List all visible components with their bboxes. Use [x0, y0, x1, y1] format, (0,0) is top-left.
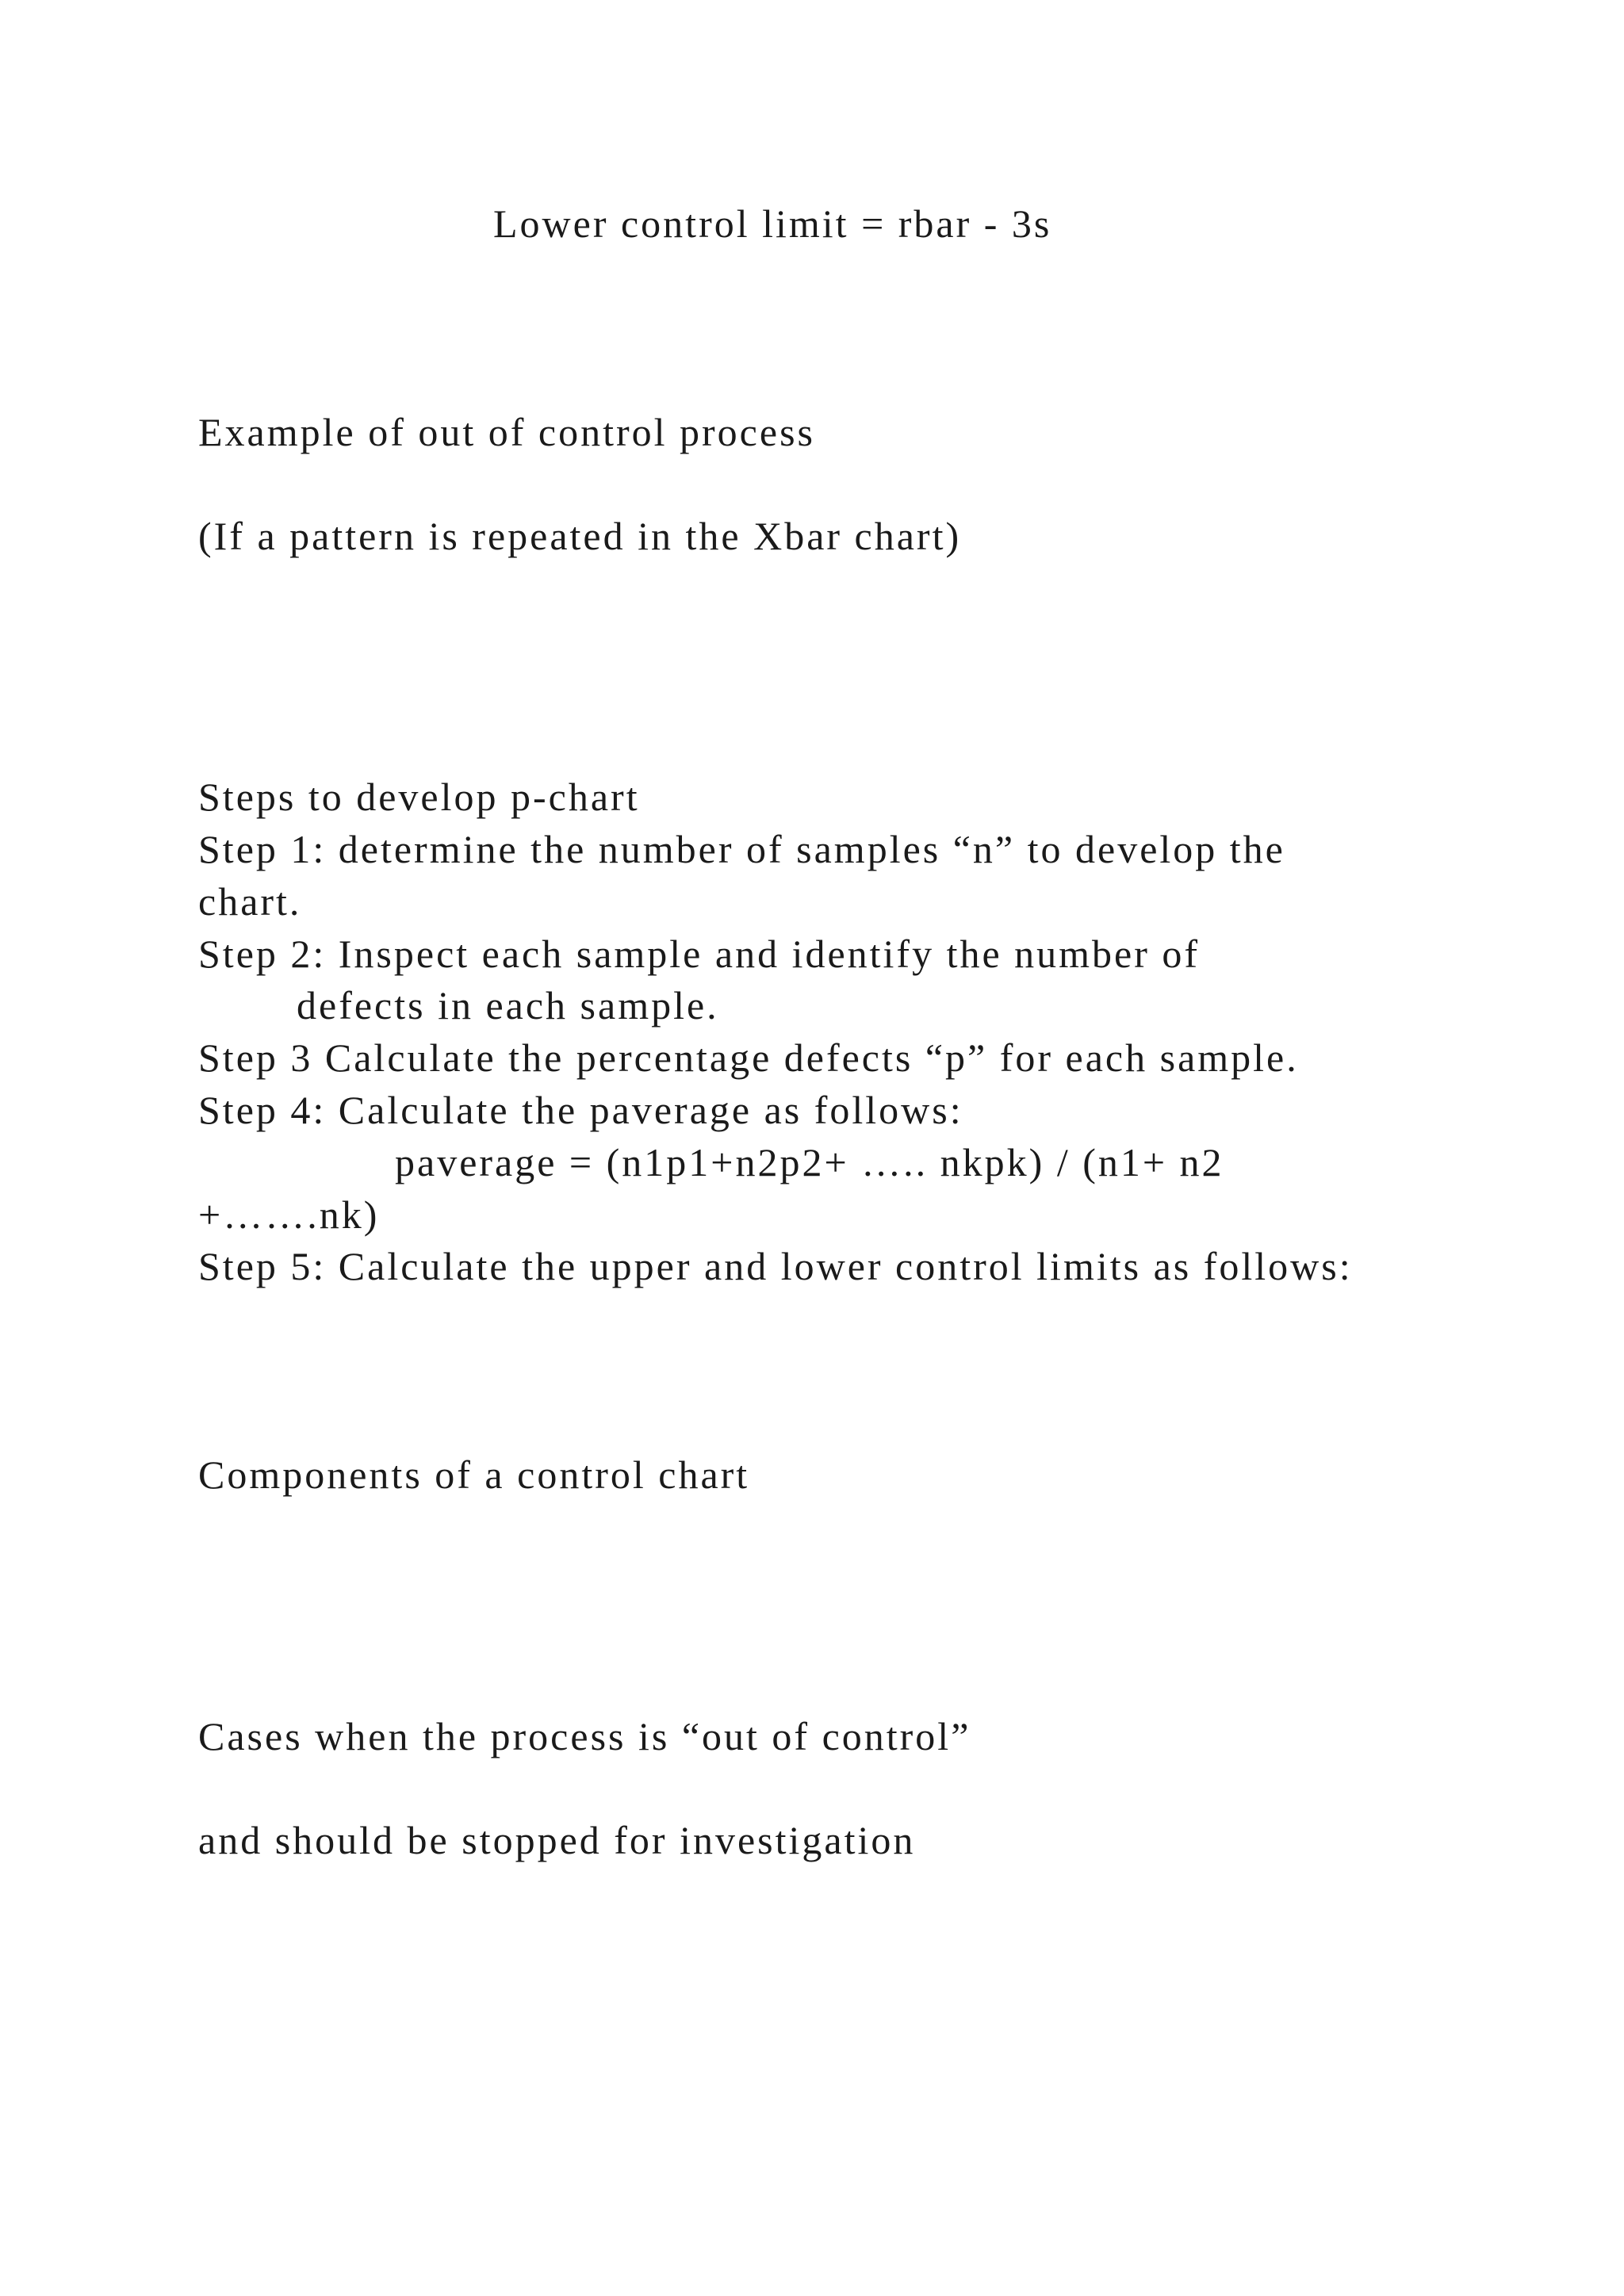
lcl-formula: Lower control limit = rbar - 3s — [493, 201, 1052, 246]
p-chart-step-5: Step 5: Calculate the upper and lower control limits as follows: — [198, 1244, 1353, 1288]
p-chart-heading: Steps to develop p-chart — [198, 775, 640, 819]
p-chart-step-3: Step 3 Calculate the percentage defects “p” for each sample. — [198, 1035, 1299, 1080]
paverage-formula-continued: +…….nk) — [198, 1192, 380, 1237]
xbar-pattern-note: (If a pattern is repeated in the Xbar chart) — [198, 514, 962, 558]
p-chart-step-1: Step 1: determine the number of samples “n” to develop the — [198, 827, 1285, 871]
p-chart-step-4: Step 4: Calculate the paverage as follows: — [198, 1088, 963, 1132]
p-chart-step-2-continued: defects in each sample. — [297, 983, 719, 1027]
out-of-control-example-heading: Example of out of control process — [198, 410, 815, 454]
cases-heading-line-2: and should be stopped for investigation — [198, 1818, 916, 1862]
p-chart-step-2: Step 2: Inspect each sample and identify the number of — [198, 932, 1201, 976]
components-heading: Components of a control chart — [198, 1452, 750, 1497]
paverage-formula: paverage = (n1p1+n2p2+ ….. nkpk) / (n1+ n2 — [395, 1140, 1224, 1184]
p-chart-step-1-continued: chart. — [198, 879, 302, 924]
cases-heading-line-1: Cases when the process is “out of control” — [198, 1714, 971, 1758]
